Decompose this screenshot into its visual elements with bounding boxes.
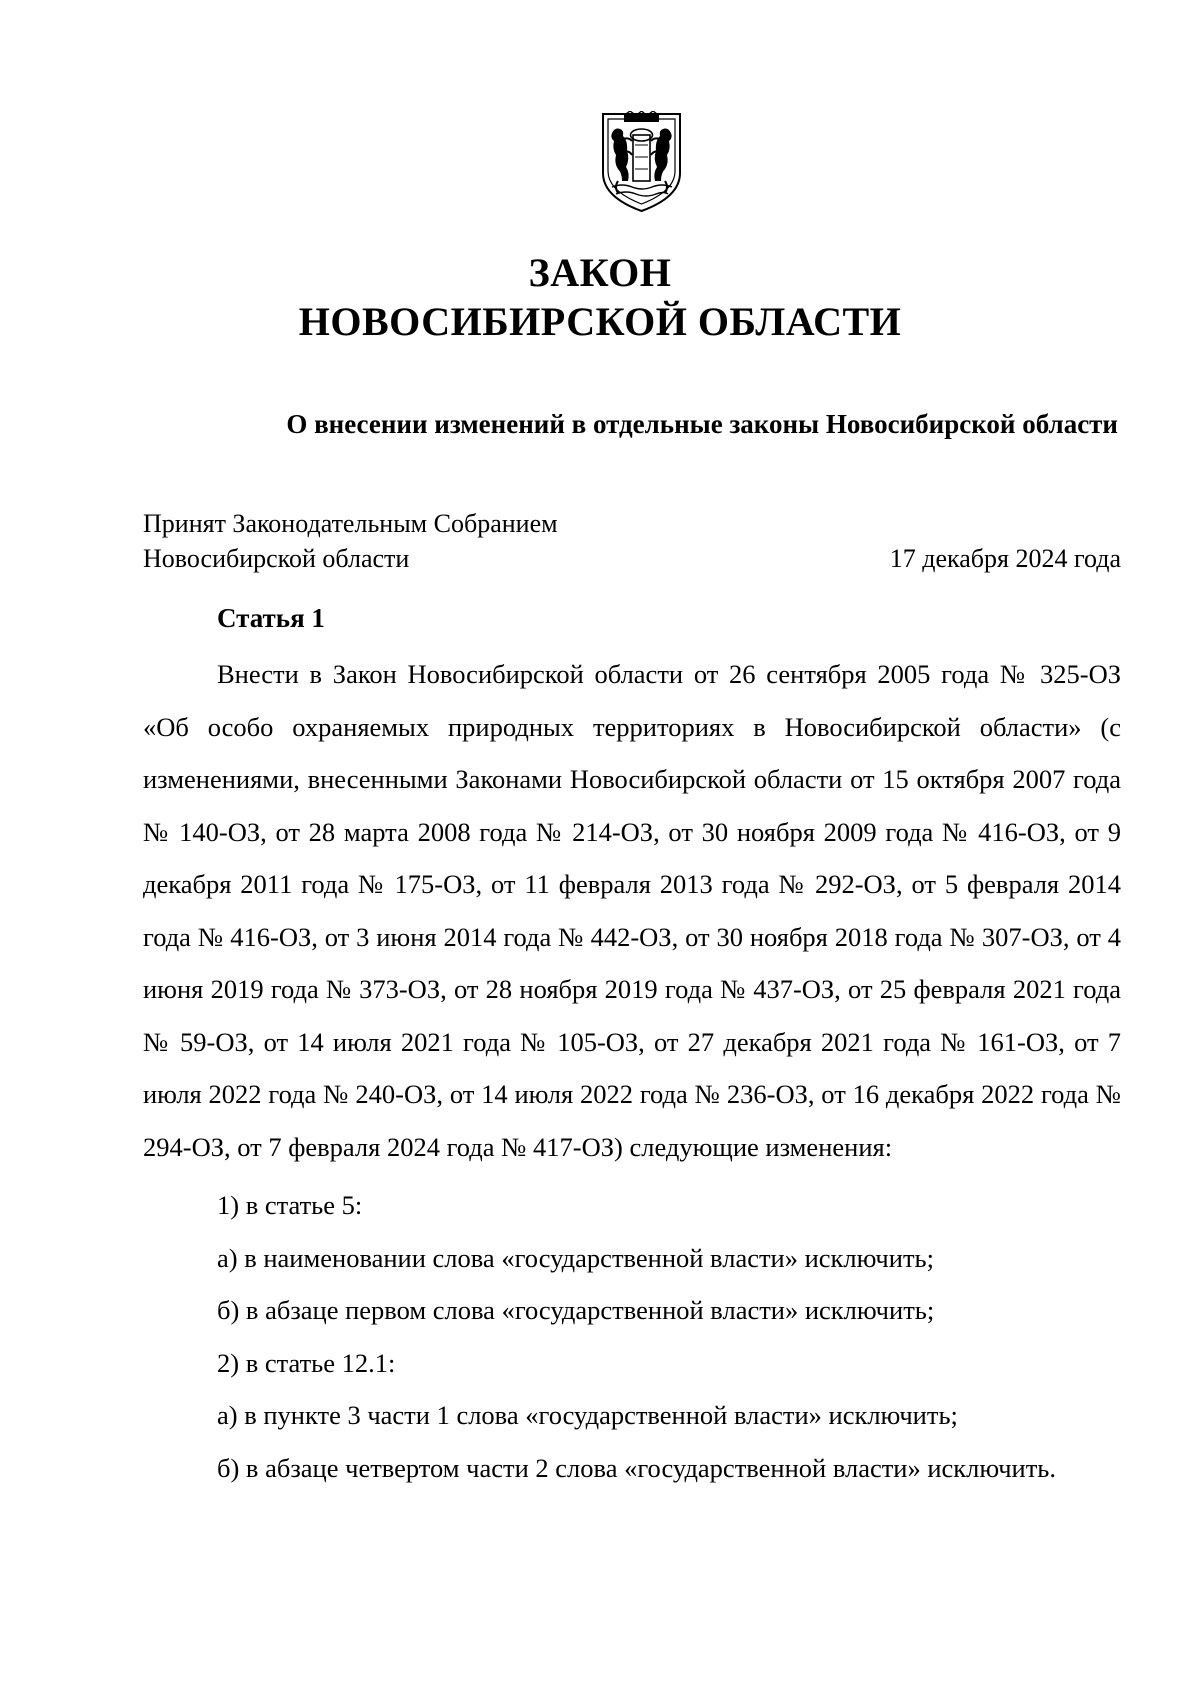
adoption-block (143, 506, 558, 576)
novosibirsk-coat-of-arms-icon (600, 111, 683, 214)
amendment-item: а) в пункте 3 части 1 слова «государственной власти» исключить; (217, 1400, 958, 1430)
document-subtitle: О внесении изменений в отдельные законы Новосибирской области (286, 409, 1118, 439)
adoption-line2: Новосибирской области (143, 544, 410, 573)
amendment-item: 1) в статье 5: (217, 1190, 363, 1220)
article-title: Статья 1 (217, 603, 325, 633)
amendment-item: а) в наименовании слова «государственной власти» исключить; (217, 1242, 934, 1273)
amendment-item: б) в абзаце четвертом части 2 слова «государственной власти» исключить. (217, 1452, 1056, 1483)
amendment-item: 2) в статье 12.1: (217, 1347, 396, 1378)
adoption-date: 17 декабря 2024 года (889, 544, 1121, 573)
amendment-list (217, 1179, 1056, 1494)
document-title-line1: ЗАКОН (528, 250, 672, 295)
amendment-item: б) в абзаце первом слова «государственной власти» исключить; (217, 1295, 935, 1325)
document-title-line2: НОВОСИБИРСКОЙ ОБЛАСТИ (298, 299, 902, 344)
article-body-paragraph: Внести в Закон Новосибирской области от 26 сентября 2005 года № 325-ОЗ «Об особо охраняемых природных территориях в Новосибирской области» (с изменениями, внесенными Законами Новосибирской области от 15 октября 2007 года № 140-ОЗ, от 28 марта 2008 года № 214-ОЗ, от 30 ноября 2009 года № 416-ОЗ, от 9 декабря 2011 года № 175-ОЗ, от 11 февраля 2013 года № 292-ОЗ, от 5 февраля 2014 года № 416-ОЗ, от 3 июня 2014 года № 442-ОЗ, от 30 ноября 2018 года № 307-ОЗ, от 4 июня 2019 года № 373-ОЗ, от 28 ноября 2019 года № 437-ОЗ, от 25 февраля 2021 года № 59-ОЗ, от 14 июля 2021 года № 105-ОЗ, от 27 декабря 2021 года № 161-ОЗ, от 7 июля 2022 года № 240-ОЗ, от 14 июля 2022 года № 236-ОЗ, от 16 декабря 2022 года № 294-ОЗ, от 7 февраля 2024 года № 417-ОЗ) следующие изменения: (143, 659, 1121, 1162)
adoption-line1: Принят Законодательным Собранием (143, 509, 558, 538)
